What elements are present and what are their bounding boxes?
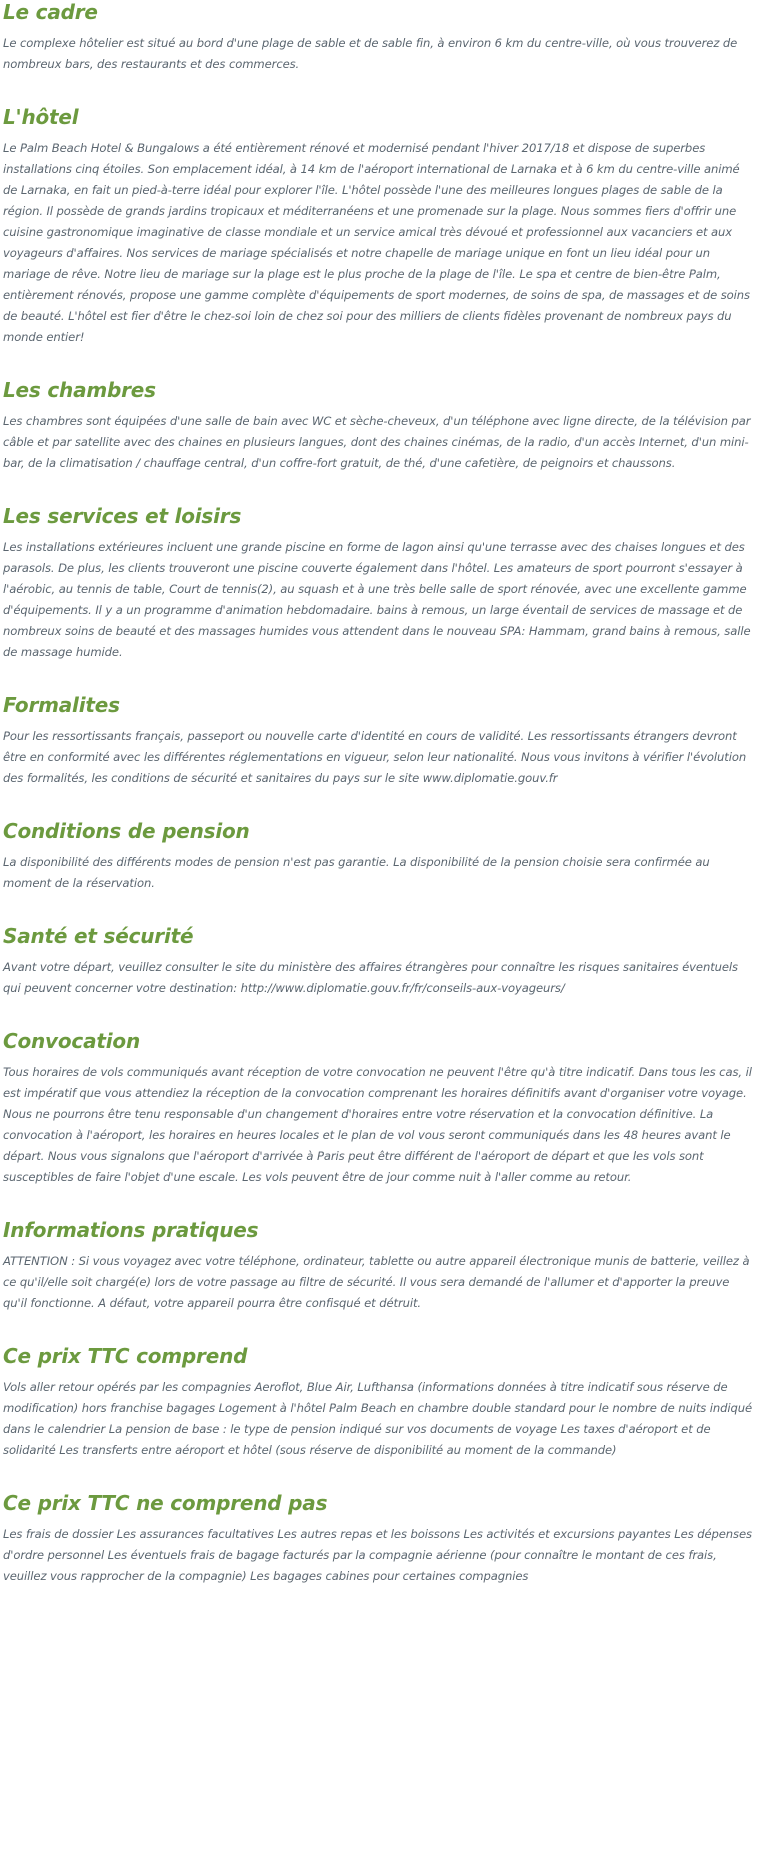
section-body: La disponibilité des différents modes de pension n'est pas garantie. La disponibilité de la pension choisie sera confirmée au moment de la réservation. bbox=[3, 855, 710, 890]
section-heading: L'hôtel bbox=[3, 105, 79, 129]
section-le-cadre bbox=[0, 0, 758, 75]
section-conditions-de-pension bbox=[0, 819, 758, 894]
section-informations-pratiques bbox=[0, 1218, 758, 1314]
section-l-hotel bbox=[0, 105, 758, 348]
section-les-services-et-loisirs bbox=[0, 504, 758, 663]
section-heading: Les services et loisirs bbox=[3, 504, 242, 528]
section-heading: Les chambres bbox=[3, 378, 156, 402]
section-heading: Conditions de pension bbox=[3, 819, 250, 843]
section-body: Les frais de dossier Les assurances facultatives Les autres repas et les boissons Les activités et excursions payantes Les dépenses d'ordre personnel Les éventuels frais de bagage facturés par la compagnie aérienne (pour connaître le montant de ces frais, veuillez vous rapprocher de la compagnie) Les bagages cabines pour certaines compagnies bbox=[3, 1527, 752, 1583]
section-body: Pour les ressortissants français, passeport ou nouvelle carte d'identité en cours de validité. Les ressortissants étrangers devront être en conformité avec les différentes réglementations en vigueur, selon leur nationalité. Nous vous invitons à vérifier l'évolution des formalités, les conditions de sécurité et sanitaires du pays sur le site www.diplomatie.gouv.fr bbox=[3, 729, 747, 785]
section-convocation bbox=[0, 1029, 758, 1188]
section-heading: Santé et sécurité bbox=[3, 924, 194, 948]
section-heading: Le cadre bbox=[3, 0, 98, 24]
section-body: ATTENTION : Si vous voyagez avec votre téléphone, ordinateur, tablette ou autre appareil électronique munis de batterie, veillez à ce qu'il/elle soit chargé(e) lors de votre passage au filtre de sécurité. Il vous sera demandé de l'allumer et d'apporter la preuve qu'il fonctionne. A défaut, votre appareil pourra être confisqué et détruit. bbox=[3, 1254, 750, 1310]
section-heading: Ce prix TTC comprend bbox=[3, 1344, 248, 1368]
section-ce-prix-ttc-ne-comprend-pas bbox=[0, 1491, 758, 1587]
section-sante-et-securite bbox=[0, 924, 758, 999]
section-heading: Ce prix TTC ne comprend pas bbox=[3, 1491, 328, 1515]
section-body: Les chambres sont équipées d'une salle de bain avec WC et sèche-cheveux, d'un téléphone avec ligne directe, de la télévision par câble et par satellite avec des chaines en plusieurs langues, dont des chaines cinémas, de la radio, d'un accès Internet, d'un mini-bar, de la climatisation / chauffage central, d'un coffre-fort gratuit, de thé, d'une cafetière, de peignoirs et chaussons. bbox=[3, 414, 751, 470]
section-les-chambres bbox=[0, 378, 758, 474]
section-body: Le Palm Beach Hotel & Bungalows a été entièrement rénové et modernisé pendant l'hiver 2017/18 et dispose de superbes installations cinq étoiles. Son emplacement idéal, à 14 km de l'aéroport international de Larnaka et à 6 km du centre-ville animé de Larnaka, en fait un pied-à-terre idéal pour explorer l'île. L'hôtel possède l'une des meilleures longues plages de sable de la région. Il possède de grands jardins tropicaux et méditerranéens et une promenade sur la plage. Nous sommes fiers d'offrir une cuisine gastronomique imaginative de classe mondiale et un service amical très dévoué et professionnel aux vacanciers et aux voyageurs d'affaires. Nos services de mariage spécialisés et notre chapelle de mariage unique en font un lieu idéal pour un mariage de rêve. Notre lieu de mariage sur la plage est le plus proche de la plage de l'île. Le spa et centre de bien-être Palm, entièrement rénovés, propose une gamme complète d'équipements de sport modernes, de soins de spa, de massages et de soins de beauté. L'hôtel est fier d'être le chez-soi loin de chez soi pour des milliers de clients fidèles provenant de nombreux pays du monde entier! bbox=[3, 141, 750, 344]
section-body: Avant votre départ, veuillez consulter le site du ministère des affaires étrangères pour connaître les risques sanitaires éventuels qui peuvent concerner votre destination: http://www.diplomatie.gouv.fr/fr/conseils-aux-voyageurs/ bbox=[3, 960, 738, 995]
section-body: Vols aller retour opérés par les compagnies Aeroflot, Blue Air, Lufthansa (informations données à titre indicatif sous réserve de modification) hors franchise bagages Logement à l'hôtel Palm Beach en chambre double standard pour le nombre de nuits indiqué dans le calendrier La pension de base : le type de pension indiqué sur vos documents de voyage Les taxes d'aéroport et de solidarité Les transferts entre aéroport et hôtel (sous réserve de disponibilité au moment de la commande) bbox=[3, 1380, 753, 1457]
section-heading: Informations pratiques bbox=[3, 1218, 259, 1242]
section-heading: Formalites bbox=[3, 693, 120, 717]
section-body: Le complexe hôtelier est situé au bord d'une plage de sable et de sable fin, à environ 6 km du centre-ville, où vous trouverez de nombreux bars, des restaurants et des commerces. bbox=[3, 36, 738, 71]
section-body: Tous horaires de vols communiqués avant réception de votre convocation ne peuvent l'être qu'à titre indicatif. Dans tous les cas, il est impératif que vous attendiez la réception de la convocation comprenant les horaires définitifs avant d'organiser votre voyage. Nous ne pourrons être tenu responsable d'un changement d'horaires entre votre réservation et la convocation définitive. La convocation à l'aéroport, les horaires en heures locales et le plan de vol vous seront communiqués dans les 48 heures avant le départ. Nous vous signalons que l'aéroport d'arrivée à Paris peut être différent de l'aéroport de départ et que les vols sont susceptibles de faire l'objet d'une escale. Les vols peuvent être de jour comme nuit à l'aller comme au retour. bbox=[3, 1065, 752, 1184]
section-ce-prix-ttc-comprend bbox=[0, 1344, 758, 1461]
section-formalites bbox=[0, 693, 758, 789]
section-heading: Convocation bbox=[3, 1029, 140, 1053]
section-body: Les installations extérieures incluent une grande piscine en forme de lagon ainsi qu'une terrasse avec des chaises longues et des parasols. De plus, les clients trouveront une piscine couverte également dans l'hôtel. Les amateurs de sport pourront s'essayer à l'aérobic, au tennis de table, Court de tennis(2), au squash et à une très belle salle de sport rénovée, avec une excellente gamme d'équipements. Il y a un programme d'animation hebdomadaire. bains à remous, un large éventail de services de massage et de nombreux soins de beauté et des massages humides vous attendent dans le nouveau SPA: Hammam, grand bains à remous, salle de massage humide. bbox=[3, 540, 751, 659]
